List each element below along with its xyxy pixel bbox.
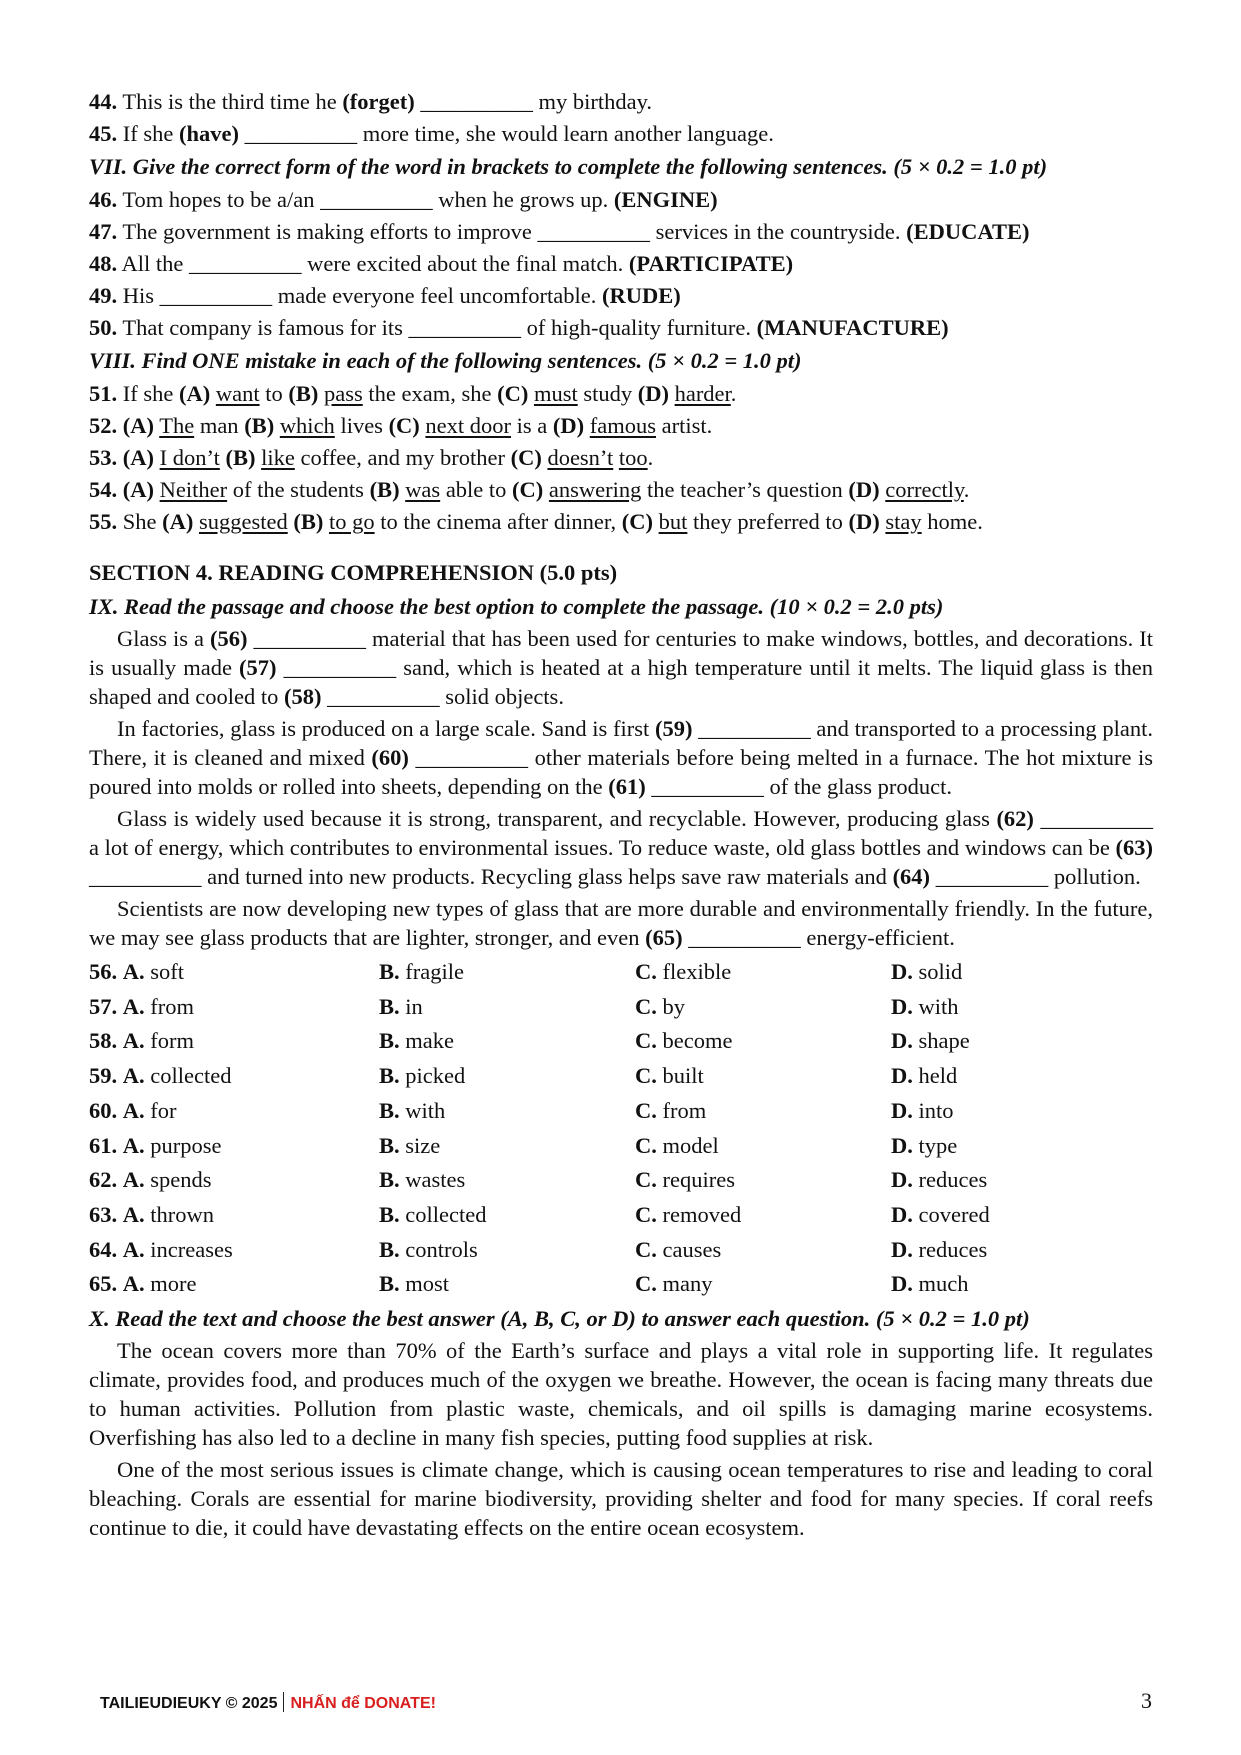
option-row: B. with [379, 1097, 446, 1123]
option-row: D. type [891, 1132, 958, 1158]
option-row: C. causes [635, 1236, 722, 1262]
passage-paragraph-4: Scientists are now developing new types of glass that are more durable and environmentally friendly. In the future, we may see glass products that are lighter, stronger, and even (65) __________ energy-efficient. [89, 896, 1153, 950]
donate-link[interactable]: NHẤN để DONATE! [290, 1695, 436, 1712]
option-row: B. in [379, 993, 423, 1019]
option-row: 65. A. more [89, 1271, 197, 1297]
page-footer [100, 1688, 1152, 1718]
option-row: B. fragile [379, 959, 464, 984]
option-row: D. shape [891, 1028, 970, 1054]
question-51: 51. If she (A) want to (B) pass the exam, she (C) must study (D) harder. [89, 381, 737, 406]
section-x-heading: X. Read the text and choose the best answer (A, B, C, or D) to answer each question. (5 × 0.2 = 1.0 pt) [89, 1306, 1030, 1332]
option-row: D. held [891, 1063, 958, 1089]
option-row: C. requires [635, 1167, 735, 1193]
question-46: 46. Tom hopes to be a/an __________ when he grows up. (ENGINE) [89, 187, 718, 212]
option-row: C. become [635, 1028, 733, 1054]
passage-paragraph-2: In factories, glass is produced on a large scale. Sand is first (59) __________ and transported to a processing plant. There, it is cleaned and mixed (60) __________ other materials before being melted in a furnace. The hot mixture is poured into molds or rolled into sheets, depending on the (61) __________ of the glass product. [89, 716, 1154, 799]
answer-options-grid [89, 955, 1153, 1302]
question-49: 49. His __________ made everyone feel uncomfortable. (RUDE) [89, 283, 681, 308]
worksheet-page [89, 86, 1153, 1545]
option-row: D. covered [891, 1201, 990, 1227]
option-row: D. reduces [891, 1167, 988, 1193]
footer-divider [283, 1692, 284, 1712]
option-row: 59. A. collected [89, 1063, 232, 1089]
passage-paragraph-1: Glass is a (56) __________ material that has been used for centuries to make windows, bottles, and decorations. It is usually made (57) __________ sand, which is heated at a high temperature until it melts. The liquid glass is then shaped and cooled to (58) __________ solid objects. [89, 626, 1154, 709]
question-54: 54. (A) Neither of the students (B) was able to (C) answering the teacher’s question (D) correctly. [89, 477, 970, 502]
option-row: C. model [635, 1132, 719, 1158]
option-row: B. controls [379, 1236, 478, 1262]
option-row: D. into [891, 1097, 954, 1123]
section-ix-heading: IX. Read the passage and choose the best option to complete the passage. (10 × 0.2 = 2.0 pts) [89, 594, 944, 619]
question-55: 55. She (A) suggested (B) to go to the cinema after dinner, (C) but they preferred to (D) stay home. [89, 509, 983, 534]
option-row: C. built [635, 1063, 704, 1089]
option-row: B. make [379, 1028, 454, 1054]
option-row: B. collected [379, 1201, 487, 1227]
question-48: 48. All the __________ were excited about the final match. (PARTICIPATE) [89, 251, 794, 276]
option-row: C. removed [635, 1201, 742, 1227]
question-47: 47. The government is making efforts to improve __________ services in the countryside. (EDUCATE) [89, 219, 1030, 244]
option-row: C. flexible [635, 959, 732, 984]
option-row: 57. A. from [89, 993, 194, 1019]
passage-paragraph-3: Glass is widely used because it is strong, transparent, and recyclable. However, producing glass (62) __________ a lot of energy, which contributes to environmental issues. To reduce waste, old glass bottles and windows can be (63) __________ and turned into new products. Recycling glass helps save raw materials and (64) __________ pollution. [89, 806, 1153, 889]
option-row: C. many [635, 1271, 713, 1297]
reading-paragraph-1: The ocean covers more than 70% of the Earth’s surface and plays a vital role in supporting life. It regulates climate, provides food, and produces much of the oxygen we breathe. However, the ocean is facing many threats due to human activities. Pollution from plastic waste, chemicals, and oil spills is damaging marine ecosystems. Overfishing has also led to a decline in many fish species, putting food supplies at risk. [89, 1338, 1153, 1451]
option-row: D. much [891, 1271, 969, 1297]
reading-paragraph-2: One of the most serious issues is climate change, which is causing ocean temperatures to rise and leading to coral bleaching. Corals are essential for marine biodiversity, providing shelter and food for many species. If coral reefs continue to die, it could have devastating effects on the entire ocean ecosystem. [89, 1457, 1153, 1541]
option-row: 64. A. increases [89, 1236, 233, 1262]
question-45: 45. If she (have) __________ more time, she would learn another language. [89, 121, 774, 146]
option-row: B. most [379, 1271, 450, 1297]
option-row: B. wastes [379, 1167, 466, 1193]
question-53: 53. (A) I don’t (B) like coffee, and my brother (C) doesn’t too. [89, 445, 654, 470]
question-52: 52. (A) The man (B) which lives (C) next door is a (D) famous artist. [89, 413, 713, 438]
option-row: C. by [635, 993, 685, 1019]
footer-brand: TAILIEUDIEUKY © 2025 NHẤN để DONATE! [100, 1692, 436, 1713]
option-row: B. size [379, 1132, 441, 1158]
section-4-heading: SECTION 4. READING COMPREHENSION (5.0 pts) [89, 560, 618, 585]
option-row: 58. A. form [89, 1028, 194, 1054]
section-viii-heading: VIII. Find ONE mistake in each of the following sentences. (5 × 0.2 = 1.0 pt) [89, 348, 802, 373]
option-row: 61. A. purpose [89, 1132, 222, 1158]
page-number: 3 [1141, 1688, 1152, 1713]
option-row: 62. A. spends [89, 1167, 212, 1193]
option-row: 63. A. thrown [89, 1201, 214, 1227]
question-44: 44. This is the third time he (forget) __________ my birthday. [89, 89, 653, 114]
option-row: D. reduces [891, 1236, 988, 1262]
option-row: B. picked [379, 1063, 466, 1089]
section-vii-heading: VII. Give the correct form of the word in brackets to complete the following sentences. (5 × 0.2 = 1.0 pt) [89, 154, 1048, 179]
option-row: D. with [891, 993, 959, 1019]
option-row: D. solid [891, 959, 963, 984]
option-row: 56. A. soft [89, 959, 184, 984]
option-row: C. from [635, 1097, 707, 1123]
question-50: 50. That company is famous for its __________ of high-quality furniture. (MANUFACTURE) [89, 315, 949, 340]
option-row: 60. A. for [89, 1097, 177, 1123]
